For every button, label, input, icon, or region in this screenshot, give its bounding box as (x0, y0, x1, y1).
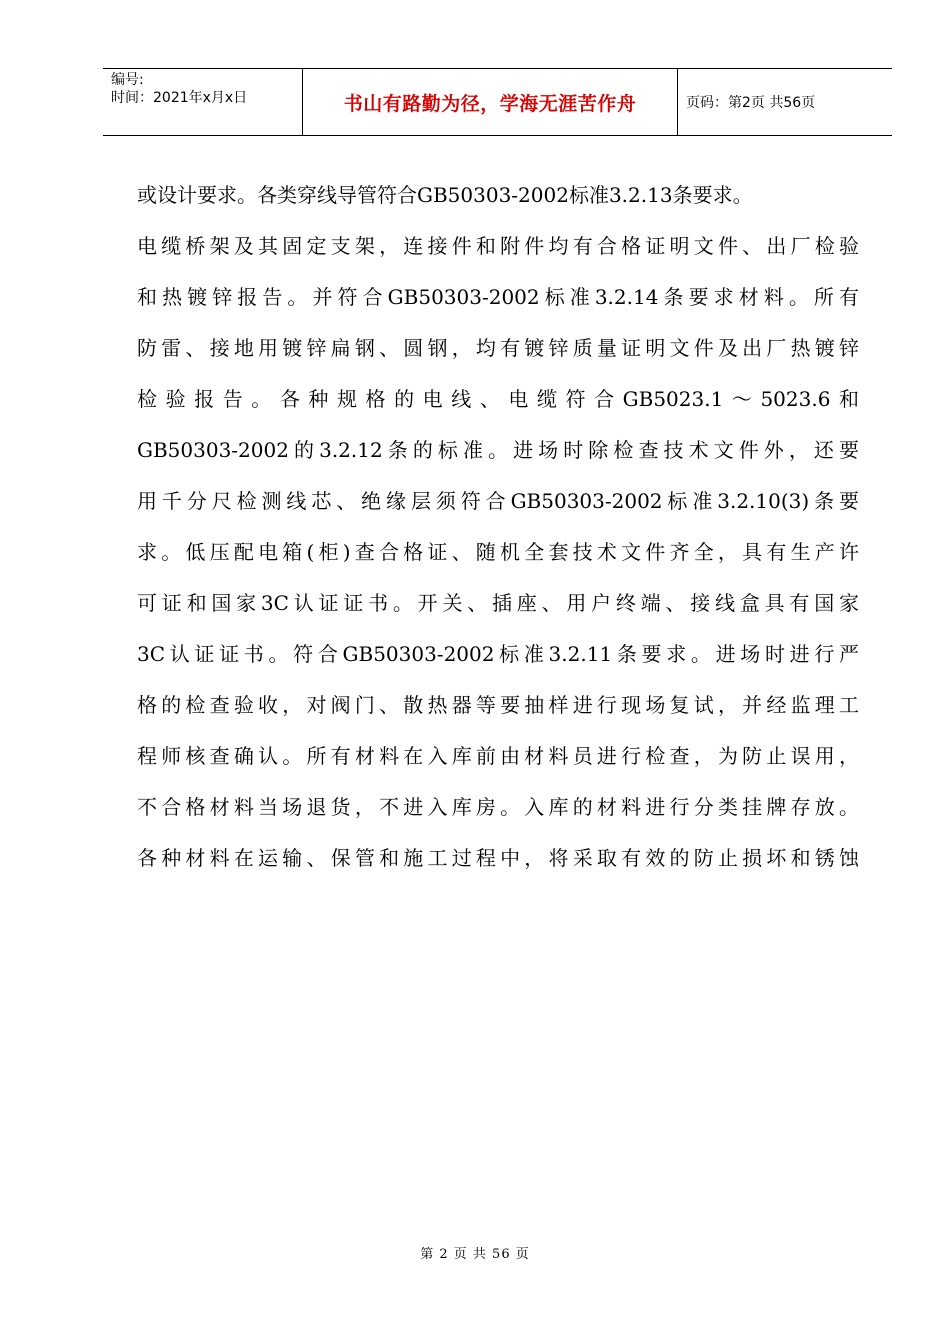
body-line: 格的检查验收，对阀门、散热器等要抽样进行现场复试，并经监理工 (137, 693, 859, 717)
page-footer (0, 1243, 950, 1262)
header-meta-cell (103, 69, 303, 135)
document-body (137, 170, 859, 884)
header-motto-cell (303, 69, 678, 135)
body-line: 和热镀锌报告。并符合GB50303-2002标准3.2.14条要求材料。所有 (137, 285, 859, 309)
body-line: 不合格材料当场退货，不进入库房。入库的材料进行分类挂牌存放。 (137, 795, 859, 819)
body-line: 检验报告。各种规格的电线、电缆符合GB5023.1～5023.6和 (137, 387, 859, 411)
motto-text: 书山有路勤为径，学海无涯苦作舟 (343, 92, 637, 115)
serial-label: 编号: (111, 72, 144, 88)
body-line: 程师核查确认。所有材料在入库前由材料员进行检查，为防止误用， (137, 744, 859, 768)
body-line: 可证和国家3C认证证书。开关、插座、用户终端、接线盒具有国家 (137, 591, 859, 615)
page-header (103, 68, 892, 136)
body-line: 3C认证证书。符合GB50303-2002标准3.2.11条要求。进场时进行严 (137, 642, 859, 666)
body-line: 各种材料在运输、保管和施工过程中，将采取有效的防止损坏和锈蚀 (137, 846, 859, 870)
body-line: 求。低压配电箱(柜)查合格证、随机全套技术文件齐全，具有生产许 (137, 540, 859, 564)
body-line: 用千分尺检测线芯、绝缘层须符合GB50303-2002标准3.2.10(3)条要 (137, 489, 859, 513)
body-line: 电缆桥架及其固定支架，连接件和附件均有合格证明文件、出厂检验 (137, 234, 859, 258)
header-page-cell (678, 69, 892, 135)
time-label: 时间：2021年x月x日 (111, 90, 248, 106)
body-line: 防雷、接地用镀锌扁钢、圆钢，均有镀锌质量证明文件及出厂热镀锌 (137, 336, 859, 360)
header-page-info: 页码：第2页 共56页 (686, 95, 816, 111)
footer-page-number: 第 2 页 共 56 页 (420, 1247, 530, 1262)
body-line: GB50303-2002的3.2.12条的标准。进场时除检查技术文件外，还要 (137, 438, 859, 462)
body-line: 或设计要求。各类穿线导管符合GB50303-2002标准3.2.13条要求。 (137, 183, 753, 207)
